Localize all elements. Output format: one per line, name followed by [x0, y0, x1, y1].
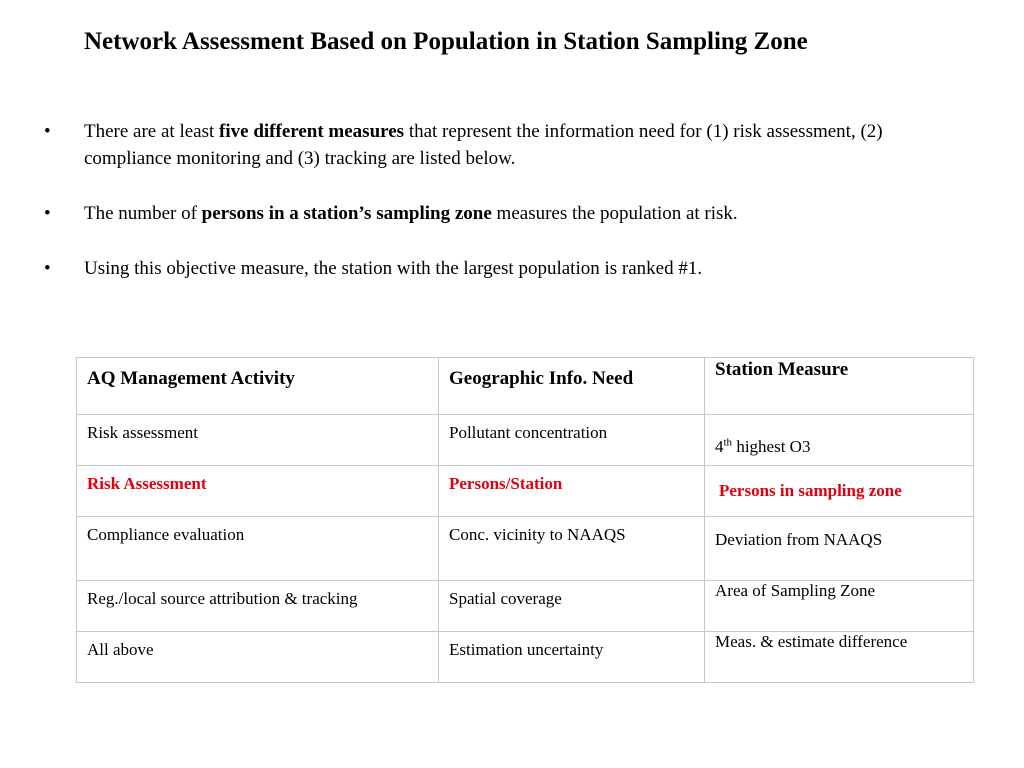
- bullet-dot: •: [44, 203, 51, 224]
- measure-text: highest O3: [732, 437, 811, 456]
- cell-activity: Risk Assessment: [77, 466, 439, 517]
- bullet-text-before: The number of: [84, 203, 202, 224]
- bullet-text-bold: persons in a station’s sampling zone: [201, 203, 492, 224]
- table-row: [77, 415, 974, 466]
- bullet-text-bold: five different measures: [219, 121, 405, 142]
- cell-station-measure: Deviation from NAAQS: [705, 517, 974, 581]
- cell-info-need: Estimation uncertainty: [439, 632, 705, 683]
- measure-ordinal: 4: [715, 437, 724, 456]
- cell-station-measure: Persons in sampling zone: [705, 466, 974, 517]
- table-row: [77, 517, 974, 581]
- cell-info-need: Spatial coverage: [439, 581, 705, 632]
- header-station-measure: Station Measure: [705, 358, 974, 415]
- bullet-text-before: There are at least: [84, 121, 220, 142]
- cell-info-need: Pollutant concentration: [439, 415, 705, 466]
- cell-activity: Compliance evaluation: [77, 517, 439, 581]
- cell-activity: Reg./local source attribution & tracking: [77, 581, 439, 632]
- slide-title: Network Assessment Based on Population in Station Sampling Zone: [84, 28, 808, 55]
- measure-ordinal-suffix: th: [723, 436, 733, 449]
- bullet-text-after: that represent the information need for (1) risk assessment, (2) compliance monitoring and (3) tracking are listed below.: [84, 121, 883, 169]
- cell-info-need: Persons/Station: [439, 466, 705, 517]
- table-header-row: [77, 358, 974, 415]
- table-row-highlighted: [77, 466, 974, 517]
- measures-table: [76, 357, 974, 683]
- cell-station-measure: [705, 415, 974, 466]
- cell-activity: All above: [77, 632, 439, 683]
- bullet-list: [40, 118, 940, 310]
- bullet-item-ranking: [40, 255, 940, 282]
- cell-info-need: Conc. vicinity to NAAQS: [439, 517, 705, 581]
- header-info-need: Geographic Info. Need: [439, 358, 705, 415]
- cell-station-measure: Area of Sampling Zone: [705, 581, 974, 632]
- bullet-item-persons: [40, 200, 940, 227]
- bullet-item-measures: [40, 118, 940, 172]
- bullet-text-before: Using this objective measure, the station with the largest population is ranked #1.: [84, 258, 703, 279]
- bullet-dot: •: [44, 121, 51, 142]
- cell-activity: Risk assessment: [77, 415, 439, 466]
- bullet-text-after: measures the population at risk.: [491, 203, 738, 224]
- cell-station-measure: Meas. & estimate difference: [705, 632, 974, 683]
- header-activity: AQ Management Activity: [77, 358, 439, 415]
- table-row: [77, 632, 974, 683]
- bullet-dot: •: [44, 258, 51, 279]
- table-row: [77, 581, 974, 632]
